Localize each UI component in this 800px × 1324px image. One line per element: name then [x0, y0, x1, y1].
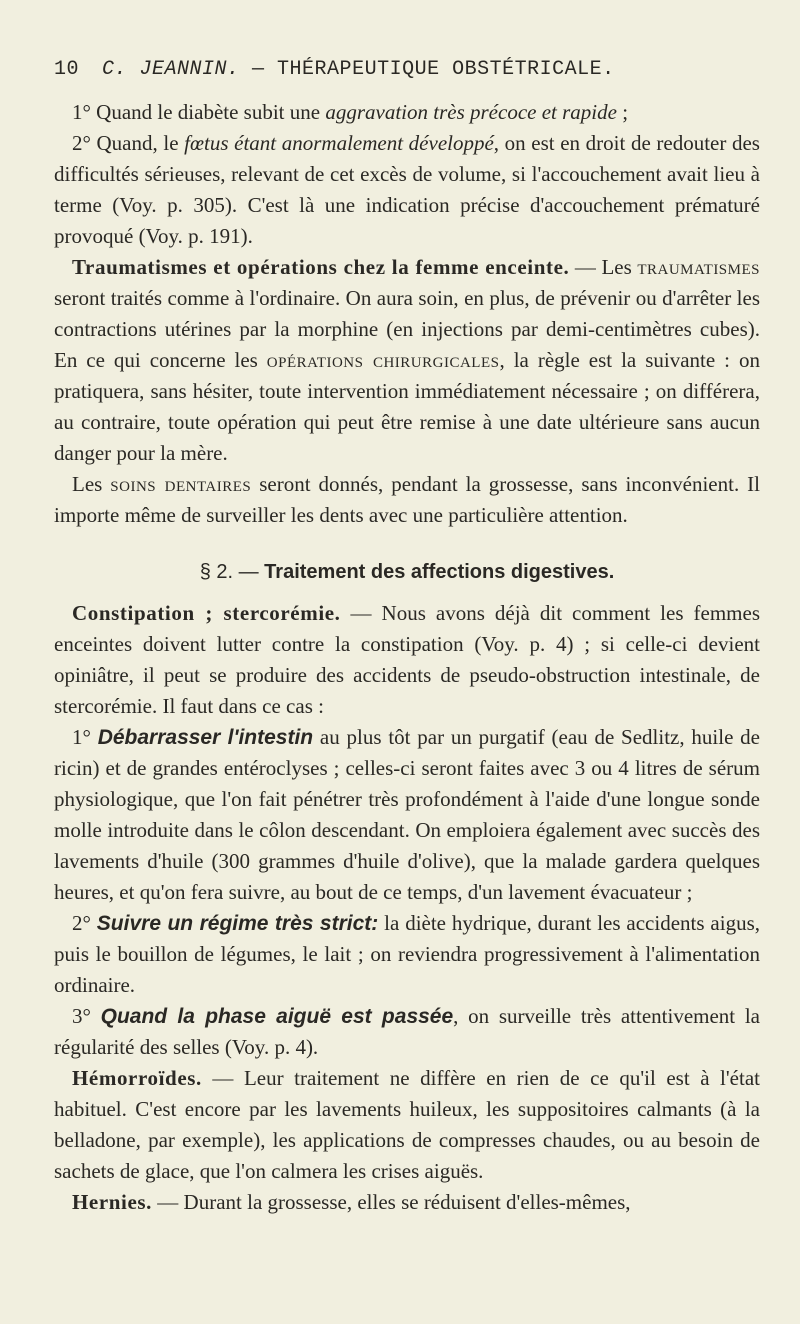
- constipation-paragraph: Constipation ; stercorémie. — Nous avons déjà dit comment les femmes enceintes doivent lutter contre la constipation (Voy. p. 4) ; si celle-ci devient opiniâtre, il peut se produire des accidents de pseudo-obstruction intestinale, de stercorémie. Il faut dans ce cas :: [54, 601, 760, 718]
- hernias-paragraph: Hernies. — Durant la grossesse, elles se réduisent d'elles-mêmes,: [72, 1190, 631, 1214]
- running-title: [102, 58, 615, 81]
- trauma-heading: Traumatismes et opérations chez la femme enceinte.: [72, 255, 570, 279]
- book-title: — THÉRAPEUTIQUE OBSTÉTRICALE.: [252, 58, 615, 81]
- dental-paragraph: Les soins dentaires seront donnés, pendant la grossesse, sans inconvénient. Il importe même de surveiller les dents avec une particulière attention.: [54, 472, 760, 527]
- author-name: C. JEANNIN.: [102, 58, 240, 81]
- trauma-paragraph: Traumatismes et opérations chez la femme enceinte. — Les traumatismes seront traités comme à l'ordinaire. On aura soin, en plus, de prévenir ou d'arrêter les contractions utérines par la morphine (en injections par demi-centimètres cubes). En ce qui concerne les opérations chirurgicales, la règle est la suivante : on pratiquera, sans hésiter, toute intervention immédiatement nécessaire ; on différera, au contraire, toute opération qui peut être remise à une date ultérieure sans aucun danger pour la mère.: [54, 255, 760, 465]
- hemorrhoids-paragraph: Hémorroïdes. — Leur traitement ne diffère en rien de ce qu'il est à l'état habituel. C'est encore par les lavements huileux, les suppositoires calmants (à la belladone, par exemple), les applications de compresses chaudes, ou au besoin de sachets de glace, que l'on calmera les crises aiguës.: [54, 1066, 760, 1183]
- running-head: [54, 58, 760, 81]
- page-number: 10: [54, 58, 80, 81]
- item-1: 1° Quand le diabète subit une aggravation très précoce et rapide ;: [72, 100, 629, 124]
- hernias-heading: Hernies.: [72, 1190, 153, 1214]
- constipation-heading: Constipation ; stercorémie.: [72, 601, 341, 625]
- step-3: 3° Quand la phase aiguë est passée, on surveille très attentivement la régularité des selles (Voy. p. 4).: [54, 1004, 761, 1059]
- section-heading: § 2. — Traitement des affections digestives.: [199, 561, 615, 583]
- hemorrhoids-heading: Hémorroïdes.: [72, 1066, 202, 1090]
- item-2: 2° Quand, le fœtus étant anormalement développé, on est en droit de redouter des difficultés sérieuses, relevant de cet excès de volume, si l'accouchement avait lieu à terme (Voy. p. 305). C'est là une indication précise d'accouchement prématuré provoqué (Voy. p. 191).: [54, 131, 760, 248]
- step-2: 2° Suivre un régime très strict: la diète hydrique, durant les accidents aigus, puis le bouillon de légumes, le lait ; on reviendra progressivement à l'alimentation ordinaire.: [54, 911, 760, 997]
- step-1: 1° Débarrasser l'intestin au plus tôt par un purgatif (eau de Sedlitz, huile de ricin) et de grandes entéroclyses ; celles-ci seront faites avec 3 ou 4 litres de sérum physiologique, que l'on fait pénétrer très profondément à l'aide d'une longue sonde molle introduite dans le côlon descendant. On emploiera également avec succès des lavements d'huile (300 grammes d'huile d'olive), que la malade gardera quelques heures, et qu'on fera suivre, au bout de ce temps, d'un lavement évacuateur ;: [54, 725, 760, 904]
